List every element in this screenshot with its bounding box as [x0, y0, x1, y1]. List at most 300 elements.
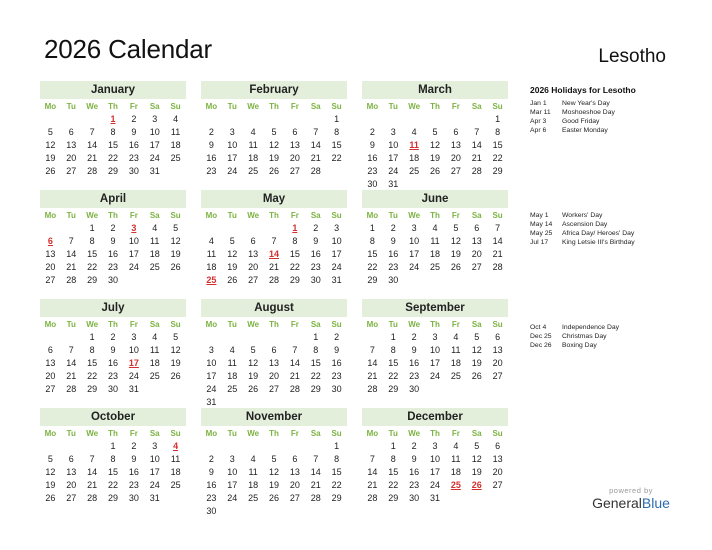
day-cell: 5: [250, 345, 256, 355]
day-cell: 11: [206, 249, 217, 259]
day-cell: 16: [107, 358, 118, 368]
day-cell: 3: [152, 441, 158, 451]
day-cell: 18: [248, 480, 259, 490]
day-cell: 22: [331, 153, 342, 163]
day-cell: 12: [170, 236, 181, 246]
holiday-list-q2: [530, 211, 680, 247]
day-cell: 26: [471, 371, 482, 381]
weekday-label: Tu: [227, 102, 237, 111]
day-cell: 24: [429, 371, 440, 381]
day-cell: 21: [310, 480, 321, 490]
empty-cell: [243, 222, 264, 235]
weekday-label: Th: [430, 429, 440, 438]
day-cell: 12: [450, 236, 461, 246]
weekday-label: We: [247, 102, 260, 111]
day-cell: 9: [334, 345, 340, 355]
month-march: [362, 81, 508, 191]
day-cell: 25: [450, 371, 461, 381]
day-cell: 13: [289, 467, 300, 477]
day-cell: 19: [170, 358, 181, 368]
day-cell: 8: [390, 454, 396, 464]
day-cell: 11: [150, 345, 160, 355]
empty-cell: [61, 222, 82, 235]
day-cell: 11: [170, 127, 181, 137]
holiday-day-cell: 4: [173, 441, 179, 451]
day-cell: 23: [409, 371, 420, 381]
empty-cell: [222, 331, 243, 344]
day-cell: 19: [45, 480, 56, 490]
day-cell: 28: [66, 275, 77, 285]
weekday-label: Sa: [310, 320, 321, 329]
day-cell: 27: [492, 480, 503, 490]
weekday-label: Fr: [129, 102, 138, 111]
weekday-label: Fr: [129, 429, 138, 438]
day-cell: 25: [170, 480, 181, 490]
holiday-day-cell: 26: [471, 480, 482, 490]
day-cell: 8: [89, 236, 95, 246]
weekday-label: We: [408, 429, 421, 438]
empty-cell: [264, 440, 285, 453]
day-cell: 20: [268, 371, 279, 381]
day-cell: 23: [128, 153, 139, 163]
day-cell: 30: [409, 493, 420, 503]
weekday-label: We: [86, 429, 99, 438]
weekday-label: Th: [269, 102, 279, 111]
day-cell: 12: [268, 140, 279, 150]
weekday-label: Fr: [290, 102, 299, 111]
holiday-date: Jan 1: [530, 100, 547, 107]
weekday-label: Fr: [451, 211, 460, 220]
day-cell: 18: [248, 153, 259, 163]
day-cell: 12: [45, 140, 56, 150]
day-cell: 21: [66, 262, 77, 272]
day-cell: 16: [331, 358, 342, 368]
day-cell: 31: [429, 493, 440, 503]
holiday-date: Mar 11: [530, 109, 551, 116]
empty-cell: [264, 331, 285, 344]
day-cell: 22: [331, 480, 342, 490]
day-cell: 5: [271, 454, 277, 464]
day-cell: 18: [170, 140, 181, 150]
empty-cell: [264, 113, 285, 126]
weekday-label: Su: [492, 429, 503, 438]
day-cell: 19: [471, 358, 482, 368]
day-cell: 7: [89, 127, 95, 137]
weekday-label: Sa: [471, 211, 482, 220]
day-cell: 18: [149, 249, 160, 259]
month-header: March: [362, 81, 508, 99]
month-header: October: [40, 408, 186, 426]
brand-blue: Blue: [641, 495, 670, 511]
day-cell: 5: [173, 332, 179, 342]
day-cell: 23: [310, 262, 321, 272]
month-header: July: [40, 299, 186, 317]
day-cell: 10: [128, 236, 139, 246]
day-cell: 2: [369, 127, 375, 137]
month-grid: [362, 100, 508, 191]
weekday-label: Tu: [388, 211, 398, 220]
day-cell: 7: [474, 127, 480, 137]
day-cell: 11: [248, 140, 258, 150]
weekday-label: Fr: [290, 429, 299, 438]
month-header: August: [201, 299, 347, 317]
day-cell: 20: [492, 358, 503, 368]
day-cell: 24: [206, 384, 217, 394]
day-cell: 9: [131, 127, 137, 137]
weekday-label: We: [86, 102, 99, 111]
day-cell: 23: [388, 262, 399, 272]
day-cell: 1: [110, 441, 116, 451]
holiday-row: [530, 211, 680, 220]
holiday-date: Oct 4: [530, 324, 547, 331]
day-cell: 23: [367, 166, 378, 176]
day-cell: 9: [411, 345, 417, 355]
empty-cell: [201, 222, 222, 235]
day-cell: 26: [268, 166, 279, 176]
day-cell: 9: [110, 345, 116, 355]
day-cell: 16: [107, 249, 118, 259]
day-cell: 14: [87, 467, 98, 477]
day-cell: 14: [66, 358, 77, 368]
weekday-label: Th: [430, 102, 440, 111]
day-cell: 7: [89, 454, 95, 464]
empty-cell: [383, 113, 404, 126]
weekday-label: We: [86, 211, 99, 220]
day-cell: 22: [87, 262, 98, 272]
day-cell: 8: [110, 454, 116, 464]
month-grid: [40, 100, 186, 178]
day-cell: 2: [131, 114, 137, 124]
holiday-row: [530, 341, 680, 350]
holiday-list-q4: [530, 323, 680, 350]
day-cell: 19: [170, 249, 181, 259]
day-cell: 23: [206, 166, 217, 176]
day-cell: 2: [411, 332, 417, 342]
weekday-label: Mo: [205, 102, 218, 111]
day-cell: 4: [229, 345, 235, 355]
weekday-label: Mo: [366, 211, 379, 220]
day-cell: 21: [87, 480, 98, 490]
day-cell: 7: [313, 454, 319, 464]
day-cell: 25: [170, 153, 181, 163]
weekday-label: Tu: [66, 102, 76, 111]
holiday-name: Workers' Day: [562, 212, 603, 219]
weekday-label: Th: [108, 320, 118, 329]
month-header: May: [201, 190, 347, 208]
day-cell: 4: [453, 441, 459, 451]
day-cell: 13: [66, 140, 77, 150]
weekday-label: Mo: [44, 102, 57, 111]
weekday-label: Mo: [205, 320, 218, 329]
day-cell: 8: [369, 236, 375, 246]
day-cell: 12: [45, 467, 56, 477]
day-cell: 6: [47, 345, 53, 355]
day-cell: 1: [495, 114, 501, 124]
month-header: September: [362, 299, 508, 317]
day-cell: 11: [451, 345, 461, 355]
holiday-name: Africa Day/ Heroes' Day: [562, 230, 635, 237]
day-cell: 22: [388, 371, 399, 381]
day-cell: 21: [310, 153, 321, 163]
day-cell: 21: [367, 371, 378, 381]
empty-cell: [243, 331, 264, 344]
day-cell: 4: [432, 223, 438, 233]
day-cell: 17: [227, 480, 238, 490]
day-cell: 7: [68, 345, 74, 355]
day-cell: 17: [409, 249, 420, 259]
weekday-label: Th: [430, 211, 440, 220]
holiday-list: [530, 85, 680, 135]
holiday-date: May 1: [530, 212, 549, 219]
day-cell: 14: [471, 140, 482, 150]
day-cell: 24: [227, 166, 238, 176]
month-grid: [40, 209, 186, 287]
day-cell: 12: [248, 358, 259, 368]
brand-logo: [588, 486, 674, 511]
day-cell: 30: [367, 179, 378, 189]
day-cell: 30: [107, 384, 118, 394]
day-cell: 15: [107, 467, 118, 477]
weekday-label: Sa: [149, 102, 160, 111]
day-cell: 19: [429, 153, 440, 163]
holiday-row: [530, 99, 680, 108]
day-cell: 11: [150, 236, 160, 246]
day-cell: 23: [331, 371, 342, 381]
empty-cell: [82, 113, 103, 126]
day-cell: 30: [128, 493, 139, 503]
day-cell: 27: [268, 384, 279, 394]
empty-cell: [222, 440, 243, 453]
day-cell: 23: [206, 493, 217, 503]
month-grid: [40, 427, 186, 505]
empty-cell: [222, 222, 243, 235]
day-cell: 29: [87, 384, 98, 394]
month-grid: [201, 427, 347, 518]
day-cell: 31: [388, 179, 399, 189]
day-cell: 26: [170, 371, 181, 381]
empty-cell: [425, 113, 446, 126]
day-cell: 13: [492, 345, 503, 355]
day-cell: 29: [289, 275, 300, 285]
empty-cell: [445, 113, 466, 126]
day-cell: 3: [152, 114, 158, 124]
holiday-row: [530, 332, 680, 341]
day-cell: 1: [390, 441, 396, 451]
holiday-name: Ascension Day: [562, 221, 608, 228]
day-cell: 5: [474, 441, 480, 451]
day-cell: 4: [173, 114, 179, 124]
day-cell: 13: [268, 358, 279, 368]
weekday-label: Mo: [366, 320, 379, 329]
holiday-day-cell: 11: [409, 140, 419, 150]
day-cell: 3: [229, 454, 235, 464]
empty-cell: [243, 113, 264, 126]
month-header: January: [40, 81, 186, 99]
holiday-date: May 25: [530, 230, 553, 237]
day-cell: 21: [87, 153, 98, 163]
day-cell: 10: [227, 467, 238, 477]
day-cell: 20: [289, 480, 300, 490]
empty-cell: [40, 113, 61, 126]
day-cell: 12: [227, 249, 238, 259]
day-cell: 13: [45, 358, 56, 368]
weekday-label: Fr: [290, 320, 299, 329]
day-cell: 23: [128, 480, 139, 490]
empty-cell: [362, 331, 383, 344]
day-cell: 31: [128, 384, 139, 394]
day-cell: 27: [471, 262, 482, 272]
holiday-day-cell: 14: [268, 249, 279, 259]
day-cell: 2: [110, 332, 116, 342]
weekday-label: Th: [269, 429, 279, 438]
day-cell: 1: [390, 332, 396, 342]
day-cell: 12: [268, 467, 279, 477]
day-cell: 24: [128, 262, 139, 272]
day-cell: 9: [390, 236, 396, 246]
month-april: [40, 190, 186, 287]
month-february: [201, 81, 347, 178]
day-cell: 11: [227, 358, 237, 368]
day-cell: 16: [310, 249, 321, 259]
day-cell: 1: [334, 114, 340, 124]
holiday-row: [530, 238, 680, 247]
country-name: Lesotho: [598, 46, 666, 67]
day-cell: 3: [334, 223, 340, 233]
month-grid: [362, 318, 508, 396]
day-cell: 6: [271, 345, 277, 355]
weekday-label: Sa: [310, 429, 321, 438]
weekday-label: Fr: [129, 211, 138, 220]
weekday-label: Sa: [310, 211, 321, 220]
holiday-group-q4: [530, 323, 680, 350]
month-september: [362, 299, 508, 396]
day-cell: 14: [289, 358, 300, 368]
day-cell: 26: [248, 384, 259, 394]
day-cell: 25: [248, 493, 259, 503]
weekday-label: Fr: [451, 320, 460, 329]
day-cell: 26: [429, 166, 440, 176]
day-cell: 9: [208, 140, 214, 150]
day-cell: 22: [388, 480, 399, 490]
day-cell: 3: [411, 223, 417, 233]
day-cell: 28: [87, 166, 98, 176]
day-cell: 17: [149, 140, 160, 150]
weekday-label: Su: [170, 320, 181, 329]
day-cell: 8: [390, 345, 396, 355]
day-cell: 23: [409, 480, 420, 490]
day-cell: 21: [289, 371, 300, 381]
day-cell: 7: [313, 127, 319, 137]
day-cell: 6: [68, 127, 74, 137]
month-grid: [362, 427, 508, 505]
holidays-heading: 2026 Holidays for Lesotho: [530, 85, 636, 95]
day-cell: 22: [87, 371, 98, 381]
weekday-label: Tu: [388, 320, 398, 329]
day-cell: 6: [495, 332, 501, 342]
empty-cell: [61, 440, 82, 453]
weekday-label: Sa: [471, 429, 482, 438]
day-cell: 9: [411, 454, 417, 464]
weekday-label: Sa: [149, 429, 160, 438]
day-cell: 16: [388, 249, 399, 259]
day-cell: 13: [471, 236, 482, 246]
day-cell: 21: [367, 480, 378, 490]
day-cell: 5: [474, 332, 480, 342]
empty-cell: [40, 331, 61, 344]
day-cell: 27: [248, 275, 259, 285]
day-cell: 28: [268, 275, 279, 285]
weekday-label: Th: [430, 320, 440, 329]
month-header: December: [362, 408, 508, 426]
month-june: [362, 190, 508, 287]
day-cell: 3: [390, 127, 396, 137]
day-cell: 6: [453, 127, 459, 137]
day-cell: 20: [471, 249, 482, 259]
weekday-label: Th: [269, 320, 279, 329]
day-cell: 17: [206, 371, 217, 381]
day-cell: 11: [248, 467, 258, 477]
day-cell: 18: [170, 467, 181, 477]
day-cell: 29: [388, 493, 399, 503]
day-cell: 24: [331, 262, 342, 272]
day-cell: 4: [152, 332, 158, 342]
day-cell: 25: [429, 262, 440, 272]
day-cell: 28: [310, 166, 321, 176]
day-cell: 26: [170, 262, 181, 272]
day-cell: 6: [68, 454, 74, 464]
empty-cell: [61, 113, 82, 126]
month-grid: [201, 100, 347, 178]
weekday-label: Tu: [66, 320, 76, 329]
day-cell: 2: [334, 332, 340, 342]
day-cell: 28: [367, 384, 378, 394]
day-cell: 17: [149, 467, 160, 477]
day-cell: 8: [292, 236, 298, 246]
empty-cell: [243, 440, 264, 453]
day-cell: 10: [388, 140, 399, 150]
day-cell: 4: [411, 127, 417, 137]
day-cell: 27: [492, 371, 503, 381]
month-may: [201, 190, 347, 287]
weekday-label: We: [247, 211, 260, 220]
weekday-label: Th: [108, 102, 118, 111]
day-cell: 23: [107, 371, 118, 381]
weekday-label: Th: [108, 211, 118, 220]
day-cell: 21: [471, 153, 482, 163]
day-cell: 3: [229, 127, 235, 137]
day-cell: 6: [474, 223, 480, 233]
day-cell: 31: [331, 275, 342, 285]
holiday-row: [530, 220, 680, 229]
day-cell: 19: [268, 153, 279, 163]
weekday-label: We: [408, 102, 421, 111]
day-cell: 23: [107, 262, 118, 272]
day-cell: 17: [227, 153, 238, 163]
day-cell: 29: [107, 493, 118, 503]
day-cell: 1: [313, 332, 319, 342]
day-cell: 24: [388, 166, 399, 176]
day-cell: 16: [206, 480, 217, 490]
day-cell: 4: [208, 236, 214, 246]
empty-cell: [284, 113, 305, 126]
day-cell: 27: [289, 166, 300, 176]
day-cell: 10: [206, 358, 217, 368]
day-cell: 2: [313, 223, 319, 233]
month-grid: [201, 209, 347, 287]
day-cell: 7: [292, 345, 298, 355]
month-grid: [40, 318, 186, 396]
day-cell: 10: [149, 127, 160, 137]
